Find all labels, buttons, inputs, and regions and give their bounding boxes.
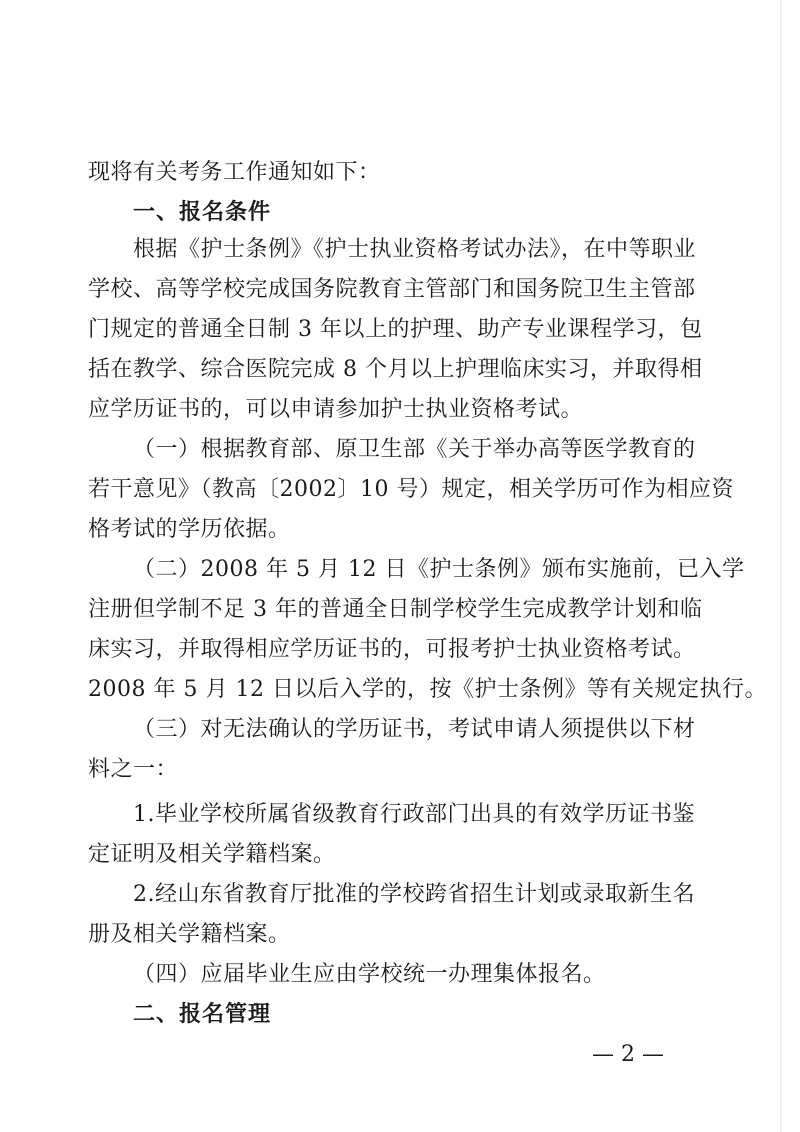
section-heading-registration-management: 二、报名管理 (133, 1002, 272, 1027)
paragraph-line: 根据《护士条例》《护士执业资格考试办法》，在中等职业 (133, 237, 697, 262)
paragraph-line: 2.经山东省教育厅批准的学校跨省招生计划或录取新生名 (133, 882, 695, 907)
paragraph-line: 若干意见》（教高〔2002〕10 号）规定，相关学历可作为相应资 (88, 477, 734, 502)
paragraph-line: 注册但学制不足 3 年的普通全日制学校学生完成教学计划和临 (88, 597, 703, 622)
paragraph-line: 定证明及相关学籍档案。 (88, 842, 336, 867)
paragraph-line: 1.毕业学校所属省级教育行政部门出具的有效学历证书鉴 (133, 802, 695, 827)
paragraph-line: 格考试的学历依据。 (88, 517, 291, 542)
paragraph-line: 括在教学、综合医院完成 8 个月以上护理临床实习，并取得相 (88, 357, 703, 382)
paragraph-line: 门规定的普通全日制 3 年以上的护理、助产专业课程学习，包 (88, 317, 703, 342)
paragraph-line: （四）应届毕业生应由学校统一办理集体报名。 (133, 962, 606, 987)
paragraph-line: 学校、高等学校完成国务院教育主管部门和国务院卫生主管部 (88, 277, 696, 302)
paragraph-line: （二）2008 年 5 月 12 日《护士条例》颁布实施前，已入学 (133, 557, 745, 582)
paragraph-line: 册及相关学籍档案。 (88, 922, 291, 947)
page-edge (780, 0, 782, 1132)
intro-line: 现将有关考务工作通知如下： (88, 160, 381, 185)
section-heading-registration-conditions: 一、报名条件 (133, 200, 272, 225)
paragraph-line: 应学历证书的，可以申请参加护士执业资格考试。 (88, 397, 584, 422)
paragraph-line: （一）根据教育部、原卫生部《关于举办高等医学教育的 (133, 437, 696, 462)
paragraph-line: 料之一： (88, 757, 179, 782)
paragraph-line: 2008 年 5 月 12 日以后入学的，按《护士条例》等有关规定执行。 (88, 677, 767, 702)
paragraph-line: 床实习，并取得相应学历证书的，可报考护士执业资格考试。 (88, 637, 696, 662)
page-number: — 2 — (592, 1042, 664, 1067)
paragraph-line: （三）对无法确认的学历证书，考试申请人须提供以下材 (133, 717, 696, 742)
